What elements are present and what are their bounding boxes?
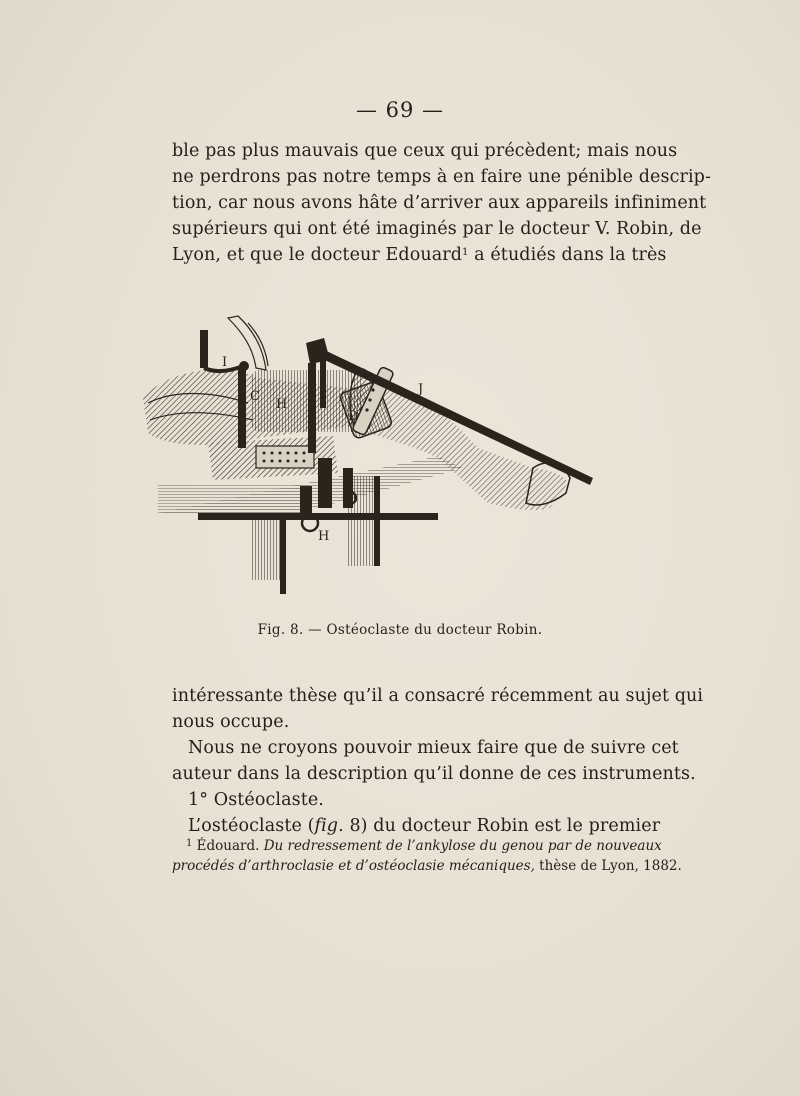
text-line: tion, car nous avons hâte d’arriver aux appareils infiniment [172, 193, 707, 213]
footnote [172, 836, 682, 876]
figure-caption: Fig. 8. — Ostéoclaste du docteur Robin. [257, 622, 543, 638]
label-c: C [250, 389, 260, 404]
text-line-with-note [172, 242, 667, 268]
footnote-author: Édouard. [196, 838, 260, 854]
footnote-title: procédés d’arthroclasie et d’ostéoclasie mécaniques, [172, 858, 535, 874]
text-line: auteur dans la description qu’il donne de ces instruments. [172, 764, 696, 784]
footnote-title: Du redressement de l’ankylose du genou par de nouveaux [263, 838, 662, 854]
section-heading: 1° Ostéoclaste. [188, 790, 324, 810]
text-line: ne perdrons pas notre temps à en faire une pénible descrip- [172, 167, 711, 187]
text-line: intéressante thèse qu’il a consacré récemment au sujet qui [172, 686, 704, 706]
label-h-upper: H [276, 397, 288, 412]
label-h-lower: H [318, 529, 330, 544]
italic-segment: fig. [314, 816, 344, 836]
label-i: I [222, 355, 228, 370]
text-line: supérieurs qui ont été imaginés par le docteur V. Robin, de [172, 219, 702, 239]
text-segment: L’ostéoclaste ( [188, 816, 315, 836]
text-line: nous occupe. [172, 712, 290, 732]
label-j: J [418, 382, 424, 397]
footnote-reference: 1 [462, 247, 469, 258]
footnote-source: thèse de Lyon, 1882. [539, 858, 682, 874]
text-segment: a étudiés dans la très [474, 245, 667, 265]
footnote-line [172, 856, 682, 876]
text-line: Nous ne croyons pouvoir mieux faire que de suivre cet [188, 738, 679, 758]
label-d: D [348, 409, 359, 424]
paragraph-top [172, 138, 711, 268]
osteoclast-illustration [138, 308, 608, 608]
text-segment: 8) du docteur Robin est le premier [343, 816, 661, 836]
engraving-svg [138, 308, 608, 608]
footnote-line [172, 836, 662, 856]
table [158, 456, 463, 594]
text-line: ble pas plus mauvais que ceux qui précèdent; mais nous [172, 141, 678, 161]
footnote-number: 1 [186, 838, 193, 849]
paragraph-bottom [172, 683, 704, 839]
text-segment: Lyon, et que le docteur Edouard [172, 245, 463, 265]
page-number: — 69 — [355, 98, 445, 122]
